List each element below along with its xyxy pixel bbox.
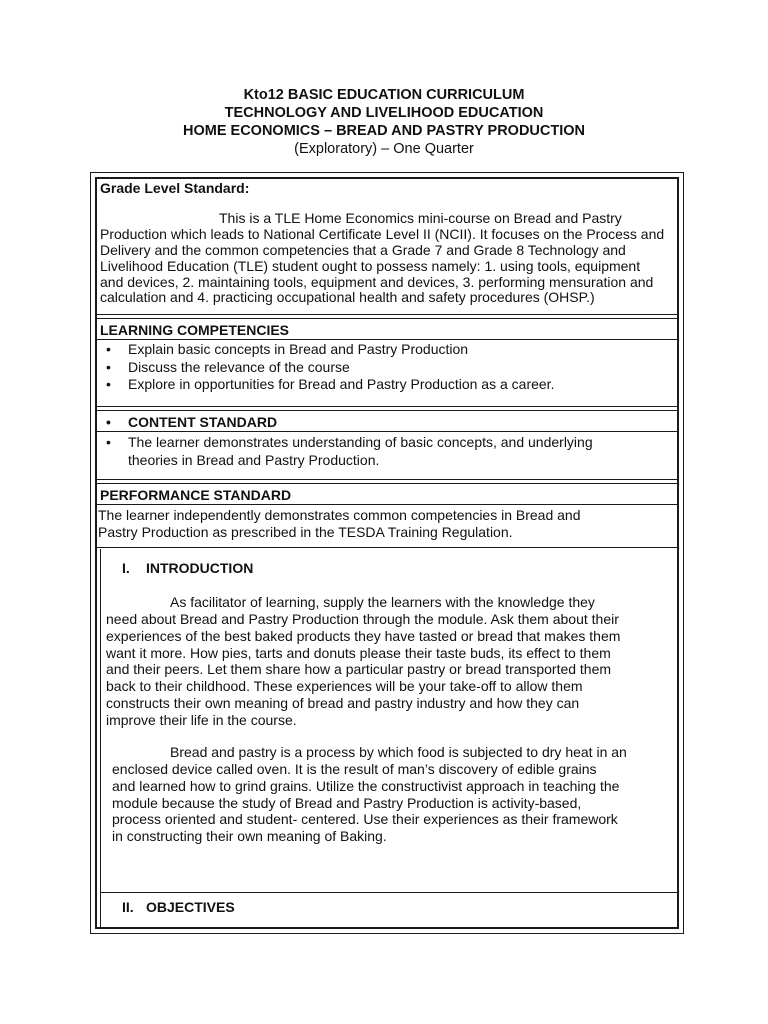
curriculum-title: Kto12 BASIC EDUCATION CURRICULUM — [243, 87, 525, 103]
objectives-number: II. — [122, 899, 134, 915]
divider — [95, 547, 679, 548]
section-inner-border — [100, 549, 101, 929]
divider — [95, 314, 679, 315]
divider — [95, 410, 679, 411]
divider — [95, 318, 679, 319]
list-item: Discuss the relevance of the course — [128, 359, 350, 375]
grade-level-heading: Grade Level Standard: — [100, 180, 250, 196]
bullet-icon: • — [106, 434, 111, 450]
objectives-heading: OBJECTIVES — [146, 899, 235, 915]
divider — [95, 479, 679, 480]
introduction-heading: INTRODUCTION — [146, 560, 254, 576]
course-duration: (Exploratory) – One Quarter — [294, 141, 474, 157]
introduction-number: I. — [122, 560, 130, 576]
divider — [101, 892, 679, 893]
divider — [95, 339, 679, 340]
list-item: Explain basic concepts in Bread and Pastry Production — [128, 341, 469, 357]
performance-standard-heading: PERFORMANCE STANDARD — [100, 487, 292, 503]
course-title: HOME ECONOMICS – BREAD AND PASTRY PRODUCTION — [183, 123, 585, 139]
bullet-icon: • — [106, 341, 111, 357]
subject-title: TECHNOLOGY AND LIVELIHOOD EDUCATION — [224, 105, 544, 121]
learning-competencies-heading: LEARNING COMPETENCIES — [100, 322, 290, 338]
bullet-icon: • — [106, 414, 111, 430]
divider — [95, 483, 679, 484]
divider — [95, 406, 679, 407]
divider — [95, 431, 679, 432]
bullet-icon: • — [106, 359, 111, 375]
content-standard-heading: CONTENT STANDARD — [128, 414, 278, 430]
divider — [95, 504, 679, 505]
bullet-icon: • — [106, 376, 111, 392]
list-item: Explore in opportunities for Bread and Pastry Production as a career. — [128, 376, 555, 392]
